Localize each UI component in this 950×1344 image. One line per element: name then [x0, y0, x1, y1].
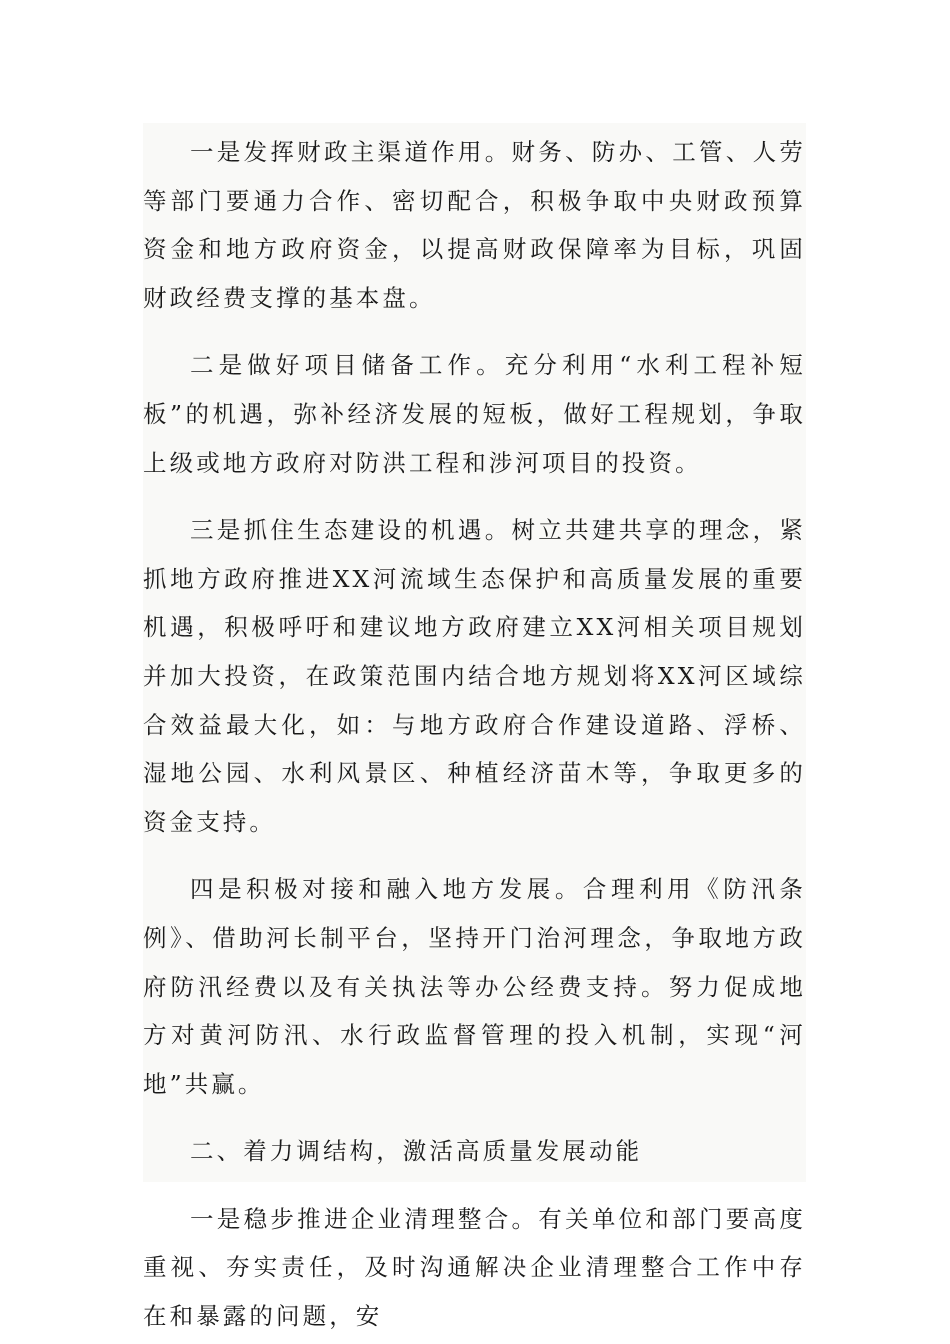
section-heading: 二、着力调结构，激活高质量发展动能: [190, 1137, 643, 1166]
paragraph-project-reserve: 二是做好项目储备工作。充分利用“水利工程补短板”的机遇，弥补经济发展的短板，做好工程规划，争取上级或地方政府对防洪工程和涉河项目的投资。: [143, 351, 806, 477]
paragraph-local-development: 四是积极对接和融入地方发展。合理利用《防汛条例》、借助河长制平台，坚持开门治河理念，争取地方政府防汛经费以及有关执法等办公经费支持。努力促成地方对黄河防汛、水行政监督管理的投入机制，实现“河地”共赢。: [143, 875, 806, 1098]
paragraph-fiscal-channel: 一是发挥财政主渠道作用。财务、防办、工管、人劳等部门要通力合作、密切配合，积极争取中央财政预算资金和地方政府资金，以提高财政保障率为目标，巩固财政经费支撑的基本盘。: [143, 138, 806, 312]
paragraph-enterprise-consolidation: 一是稳步推进企业清理整合。有关单位和部门要高度重视、夯实责任，及时沟通解决企业清理整合工作中存在和暴露的问题，安: [143, 1204, 806, 1331]
paragraph-ecological-construction: 三是抓住生态建设的机遇。树立共建共享的理念，紧抓地方政府推进XX河流域生态保护和高质量发展的重要机遇，积极呼吁和建议地方政府建立XX河相关项目规划并加大投资，在政策范围内结合地方规划将XX河区域综合效益最大化，如：与地方政府合作建设道路、浮桥、湿地公园、水利风景区、种植经济苗木等，争取更多的资金支持。: [143, 516, 806, 836]
document-body: [143, 123, 806, 1331]
